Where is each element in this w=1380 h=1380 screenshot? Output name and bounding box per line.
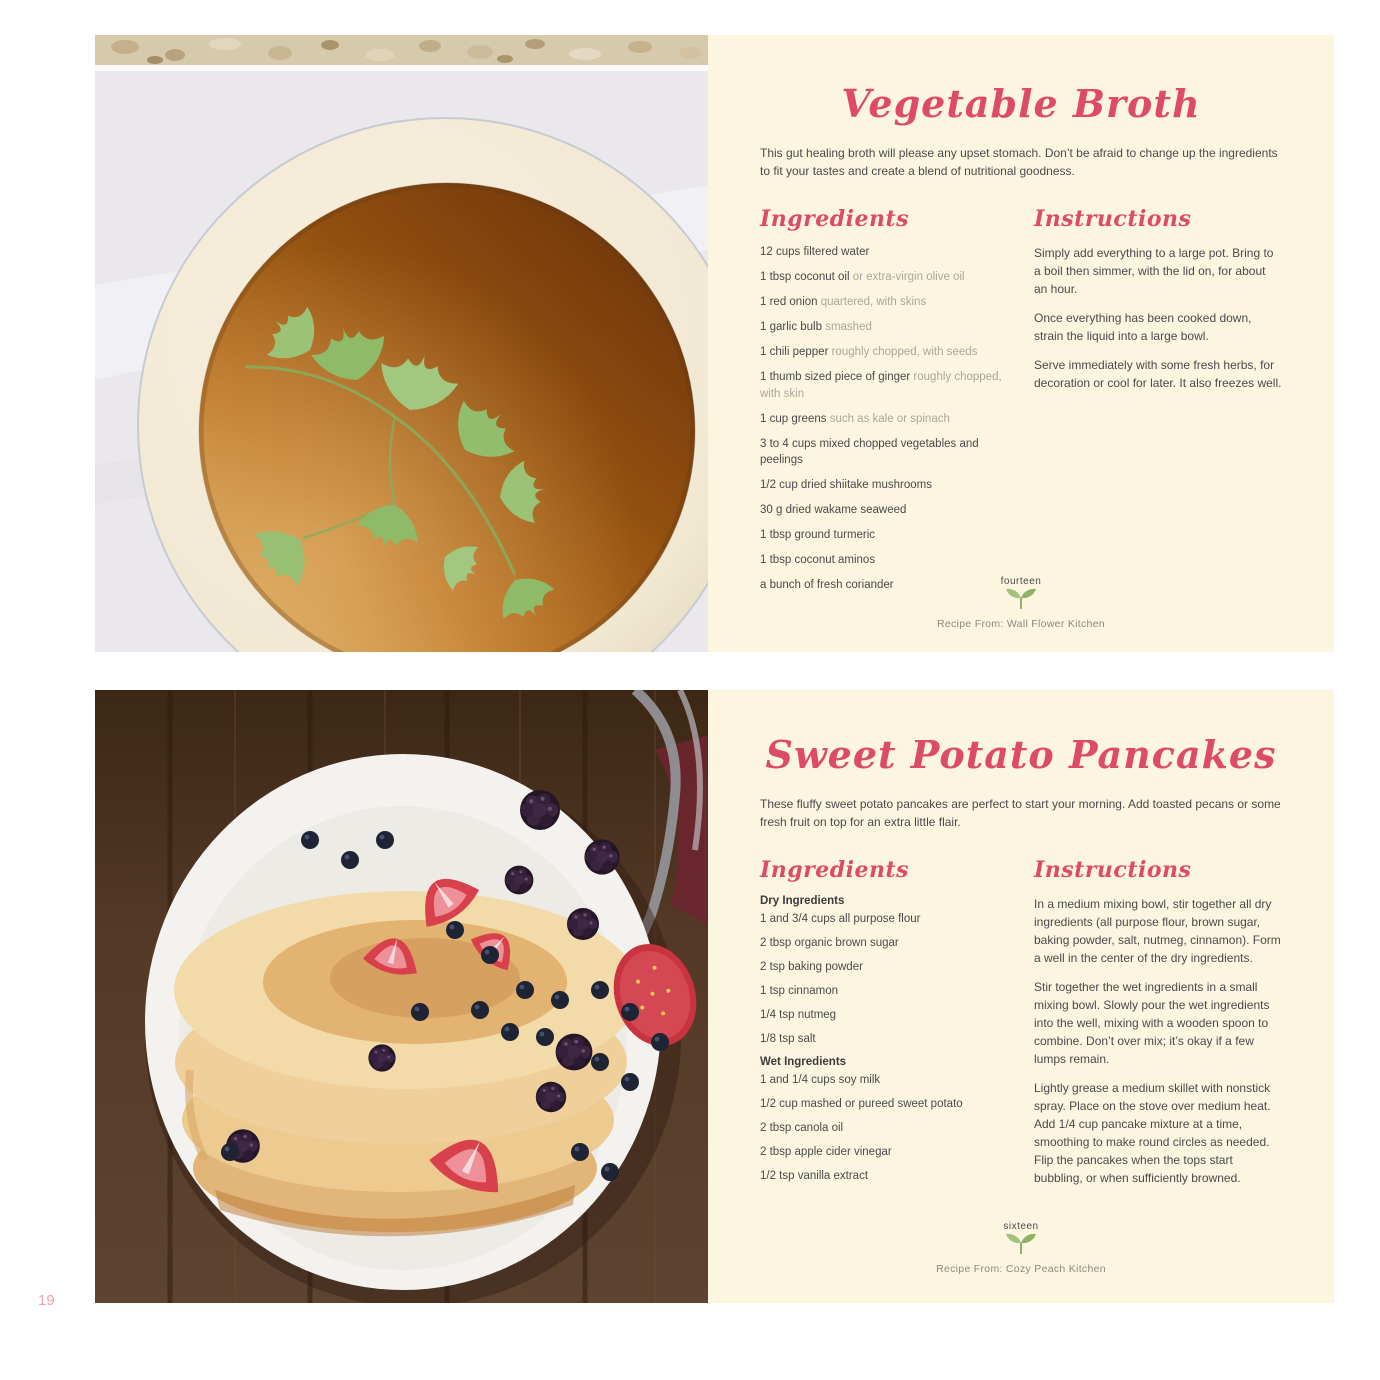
instructions-header: Instructions <box>1034 857 1192 883</box>
page-number: 19 <box>38 1292 55 1309</box>
ingredients-header: Ingredients <box>760 857 910 883</box>
recipe-intro: This gut healing broth will please any upset stomach. Don’t be afraid to change up the ingredients to fit your tastes and create a blend of nutritional goodness. <box>760 146 1278 178</box>
ingredient-item: 30 g dried wakame seaweed <box>760 504 907 517</box>
instruction-step: Simply add everything to a large pot. Bring to a boil then simmer, with the lid on, for about an hour. <box>1034 246 1274 296</box>
ingredient-item: 1 thumb sized piece of ginger roughly chopped, with skin <box>760 371 1002 400</box>
instruction-step: Serve immediately with some fresh herbs, for decoration or cool for later. It also freezes well. <box>1034 358 1282 390</box>
ingredient-item: 3 to 4 cups mixed chopped vegetables and peelings <box>760 437 979 466</box>
recipe-intro: These fluffy sweet potato pancakes are perfect to start your morning. Add toasted pecans or some fresh fruit on top for an extra little flair. <box>760 797 1281 829</box>
instruction-step: Once everything has been cooked down, strain the liquid into a large bowl. <box>1034 311 1252 343</box>
pancakes-photo-illustration <box>95 690 708 1303</box>
ingredient-item: 12 cups filtered water <box>760 246 870 258</box>
instruction-step: In a medium mixing bowl, stir together all dry ingredients (all purpose flour, brown sugar, baking powder, salt, nutmeg, cinnamon). Form a well in the center of the dry ingredients. <box>1034 897 1281 965</box>
ingredient-item: 1 tbsp ground turmeric <box>760 529 876 542</box>
instructions-header: Instructions <box>1034 206 1192 232</box>
recipe-section-vegetable-broth <box>95 35 1325 652</box>
vegetable-broth-photo <box>95 35 708 652</box>
ingredient-item: 2 tsp baking powder <box>760 961 863 974</box>
panel-footer <box>708 1221 1334 1275</box>
ingredients-column <box>760 857 1020 1198</box>
group-label-wet: Wet Ingredients <box>760 1055 847 1068</box>
ingredient-item: 2 tbsp apple cider vinegar <box>760 1145 892 1158</box>
recipe-credit: Recipe From: Cozy Peach Kitchen <box>936 1263 1106 1275</box>
broth-photo-illustration <box>95 35 708 652</box>
sprout-icon <box>1005 588 1037 610</box>
instruction-step: Lightly grease a medium skillet with nonstick spray. Place on the stove over medium heat. Add 1/4 cup pancake mixture at a time, smoothing to make round circles as needed. Flip the pancakes when the tops start bubbling, or when sufficiently browned. <box>1034 1081 1271 1185</box>
group-label-dry: Dry Ingredients <box>760 895 845 907</box>
ingredient-item: 1 red onion quartered, with skins <box>760 296 927 309</box>
instructions-column <box>1034 206 1282 602</box>
ingredients-column <box>760 206 1020 602</box>
ingredient-item: 1 chili pepper roughly chopped, with seeds <box>760 346 978 359</box>
ingredient-item: 1 cup greens such as kale or spinach <box>760 412 950 425</box>
dry-ingredients-list <box>760 911 1020 1048</box>
instructions-column <box>1034 857 1282 1198</box>
recipe-credit: Recipe From: Wall Flower Kitchen <box>937 618 1105 630</box>
ingredient-item: 1/8 tsp salt <box>760 1033 816 1046</box>
instruction-step: Stir together the wet ingredients in a small mixing bowl. Slowly pour the wet ingredients into the well, mixing with a wooden spoon to combine. Don’t over mix; it’s okay if a few lumps remain. <box>1034 980 1270 1066</box>
wet-ingredients-list <box>760 1072 1020 1184</box>
ingredient-item: a bunch of fresh coriander <box>760 579 894 592</box>
ingredient-item: 1/4 tsp nutmeg <box>760 1009 837 1022</box>
ingredient-item: 2 tbsp canola oil <box>760 1121 844 1134</box>
page-word: fourteen <box>1000 576 1042 587</box>
ingredient-item: 1 and 3/4 cups all purpose flour <box>760 913 921 925</box>
ingredient-item: 1 tsp cinnamon <box>760 985 838 998</box>
ingredient-item: 2 tbsp organic brown sugar <box>760 937 899 950</box>
ingredients-header: Ingredients <box>760 206 910 232</box>
ingredient-item: 1/2 cup mashed or pureed sweet potato <box>760 1097 963 1110</box>
ingredient-item: 1 tbsp coconut oil or extra-virgin olive oil <box>760 271 965 284</box>
page-word: sixteen <box>1003 1221 1039 1232</box>
vegetable-broth-panel <box>708 35 1334 652</box>
sweet-potato-pancakes-panel <box>708 690 1334 1303</box>
recipe-section-sweet-potato-pancakes <box>95 690 1325 1303</box>
ingredient-item: 1/2 cup dried shiitake mushrooms <box>760 478 932 491</box>
ingredient-item: 1/2 tsp vanilla extract <box>760 1169 869 1182</box>
ingredient-item: 1 and 1/4 cups soy milk <box>760 1073 881 1086</box>
ingredient-item: 1 tbsp coconut aminos <box>760 554 876 567</box>
countertop-strip <box>95 35 708 65</box>
sprout-icon <box>1005 1233 1037 1255</box>
recipe-title-sweet-potato-pancakes: Sweet Potato Pancakes <box>765 732 1277 777</box>
sweet-potato-pancakes-photo <box>95 690 708 1303</box>
panel-footer <box>708 576 1334 630</box>
ingredients-list <box>760 244 1020 593</box>
ingredient-item: 1 garlic bulb smashed <box>760 321 872 334</box>
recipe-title-vegetable-broth: Vegetable Broth <box>841 81 1201 126</box>
